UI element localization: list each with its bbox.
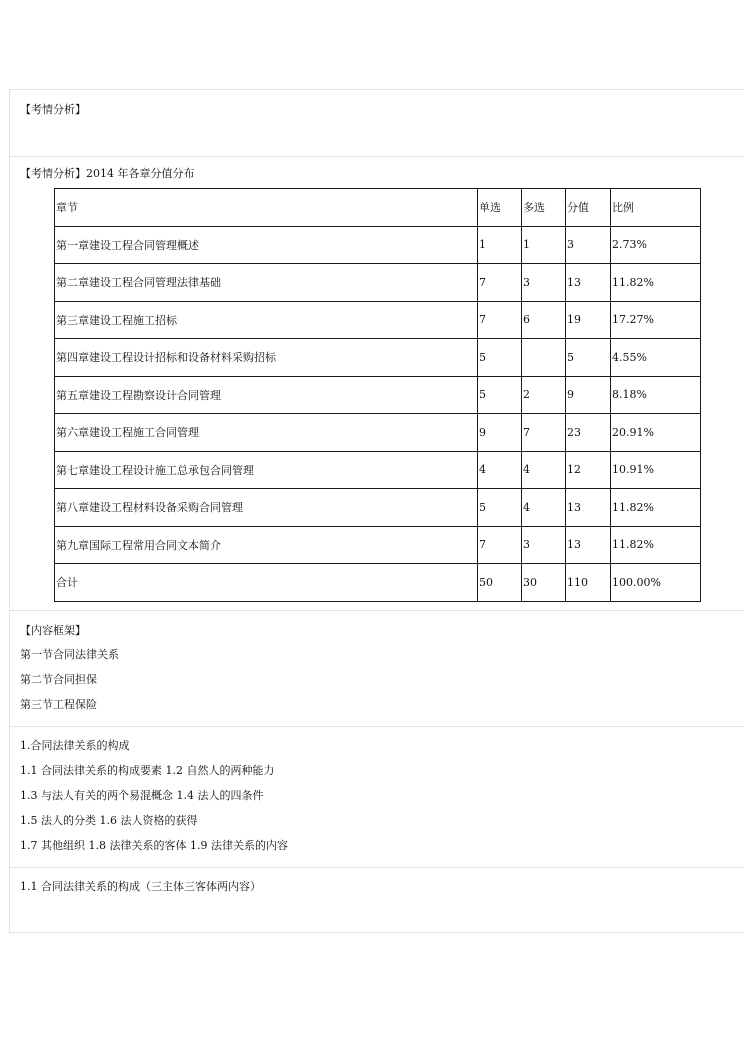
cell-chapter: 第六章建设工程施工合同管理 bbox=[55, 414, 478, 452]
cell-single: 9 bbox=[478, 414, 522, 452]
table-row bbox=[55, 301, 701, 339]
cell-multi bbox=[522, 339, 566, 377]
framework-section bbox=[9, 610, 744, 726]
cell-single: 7 bbox=[478, 264, 522, 302]
distribution-title: 【考情分析】2014 年各章分值分布 bbox=[20, 167, 195, 180]
cell-chapter: 第七章建设工程设计施工总承包合同管理 bbox=[55, 451, 478, 489]
cell-chapter: 合计 bbox=[55, 564, 478, 602]
header-multi-choice: 多选 bbox=[522, 189, 566, 227]
cell-multi: 6 bbox=[522, 301, 566, 339]
cell-multi: 3 bbox=[522, 264, 566, 302]
cell-multi: 1 bbox=[522, 226, 566, 264]
table-row bbox=[55, 451, 701, 489]
composition-line: 1.1 合同法律关系的构成（三主体三客体两内容） bbox=[20, 880, 261, 893]
cell-single: 7 bbox=[478, 526, 522, 564]
cell-ratio: 4.55% bbox=[611, 339, 701, 377]
table-row bbox=[55, 376, 701, 414]
analysis-header: 【考情分析】 bbox=[20, 103, 86, 116]
header-ratio: 比例 bbox=[611, 189, 701, 227]
outline-line: 1.1 合同法律关系的构成要素 1.2 自然人的两种能力 bbox=[20, 764, 275, 777]
score-distribution-table bbox=[54, 188, 701, 602]
framework-item: 第三节工程保险 bbox=[20, 698, 97, 711]
table-header-row bbox=[55, 189, 701, 227]
composition-section bbox=[9, 867, 744, 933]
cell-chapter: 第一章建设工程合同管理概述 bbox=[55, 226, 478, 264]
cell-ratio: 100.00% bbox=[611, 564, 701, 602]
table-body bbox=[55, 189, 701, 602]
cell-chapter: 第九章国际工程常用合同文本简介 bbox=[55, 526, 478, 564]
cell-ratio: 17.27% bbox=[611, 301, 701, 339]
cell-multi: 30 bbox=[522, 564, 566, 602]
cell-score: 13 bbox=[566, 489, 611, 527]
cell-chapter: 第四章建设工程设计招标和设备材料采购招标 bbox=[55, 339, 478, 377]
cell-ratio: 10.91% bbox=[611, 451, 701, 489]
framework-item: 第二节合同担保 bbox=[20, 673, 97, 686]
cell-single: 7 bbox=[478, 301, 522, 339]
cell-single: 4 bbox=[478, 451, 522, 489]
table-row bbox=[55, 264, 701, 302]
outline-line: 1.3 与法人有关的两个易混概念 1.4 法人的四条件 bbox=[20, 789, 264, 802]
cell-single: 1 bbox=[478, 226, 522, 264]
cell-score: 23 bbox=[566, 414, 611, 452]
cell-multi: 4 bbox=[522, 489, 566, 527]
cell-score: 9 bbox=[566, 376, 611, 414]
cell-score: 13 bbox=[566, 526, 611, 564]
cell-score: 5 bbox=[566, 339, 611, 377]
cell-chapter: 第五章建设工程勘察设计合同管理 bbox=[55, 376, 478, 414]
analysis-section bbox=[9, 89, 744, 156]
table-row bbox=[55, 489, 701, 527]
table-row bbox=[55, 226, 701, 264]
cell-ratio: 11.82% bbox=[611, 489, 701, 527]
cell-score: 19 bbox=[566, 301, 611, 339]
outline-line: 1.7 其他组织 1.8 法律关系的客体 1.9 法律关系的内容 bbox=[20, 839, 288, 852]
cell-ratio: 11.82% bbox=[611, 526, 701, 564]
table-row bbox=[55, 526, 701, 564]
cell-chapter: 第三章建设工程施工招标 bbox=[55, 301, 478, 339]
table-row bbox=[55, 414, 701, 452]
cell-score: 110 bbox=[566, 564, 611, 602]
cell-ratio: 20.91% bbox=[611, 414, 701, 452]
cell-multi: 7 bbox=[522, 414, 566, 452]
framework-header: 【内容框架】 bbox=[20, 624, 86, 637]
header-single-choice: 单选 bbox=[478, 189, 522, 227]
cell-score: 3 bbox=[566, 226, 611, 264]
cell-score: 12 bbox=[566, 451, 611, 489]
cell-single: 5 bbox=[478, 376, 522, 414]
cell-multi: 2 bbox=[522, 376, 566, 414]
table-total-row bbox=[55, 564, 701, 602]
header-chapter: 章节 bbox=[55, 189, 478, 227]
header-score: 分值 bbox=[566, 189, 611, 227]
cell-single: 50 bbox=[478, 564, 522, 602]
cell-score: 13 bbox=[566, 264, 611, 302]
cell-ratio: 11.82% bbox=[611, 264, 701, 302]
cell-ratio: 8.18% bbox=[611, 376, 701, 414]
outline-line: 1.5 法人的分类 1.6 法人资格的获得 bbox=[20, 814, 198, 827]
cell-chapter: 第八章建设工程材料设备采购合同管理 bbox=[55, 489, 478, 527]
cell-single: 5 bbox=[478, 339, 522, 377]
framework-item: 第一节合同法律关系 bbox=[20, 648, 119, 661]
cell-ratio: 2.73% bbox=[611, 226, 701, 264]
outline-line: 1.合同法律关系的构成 bbox=[20, 739, 130, 752]
table-row bbox=[55, 339, 701, 377]
cell-chapter: 第二章建设工程合同管理法律基础 bbox=[55, 264, 478, 302]
cell-multi: 4 bbox=[522, 451, 566, 489]
cell-single: 5 bbox=[478, 489, 522, 527]
outline-section bbox=[9, 726, 744, 867]
cell-multi: 3 bbox=[522, 526, 566, 564]
